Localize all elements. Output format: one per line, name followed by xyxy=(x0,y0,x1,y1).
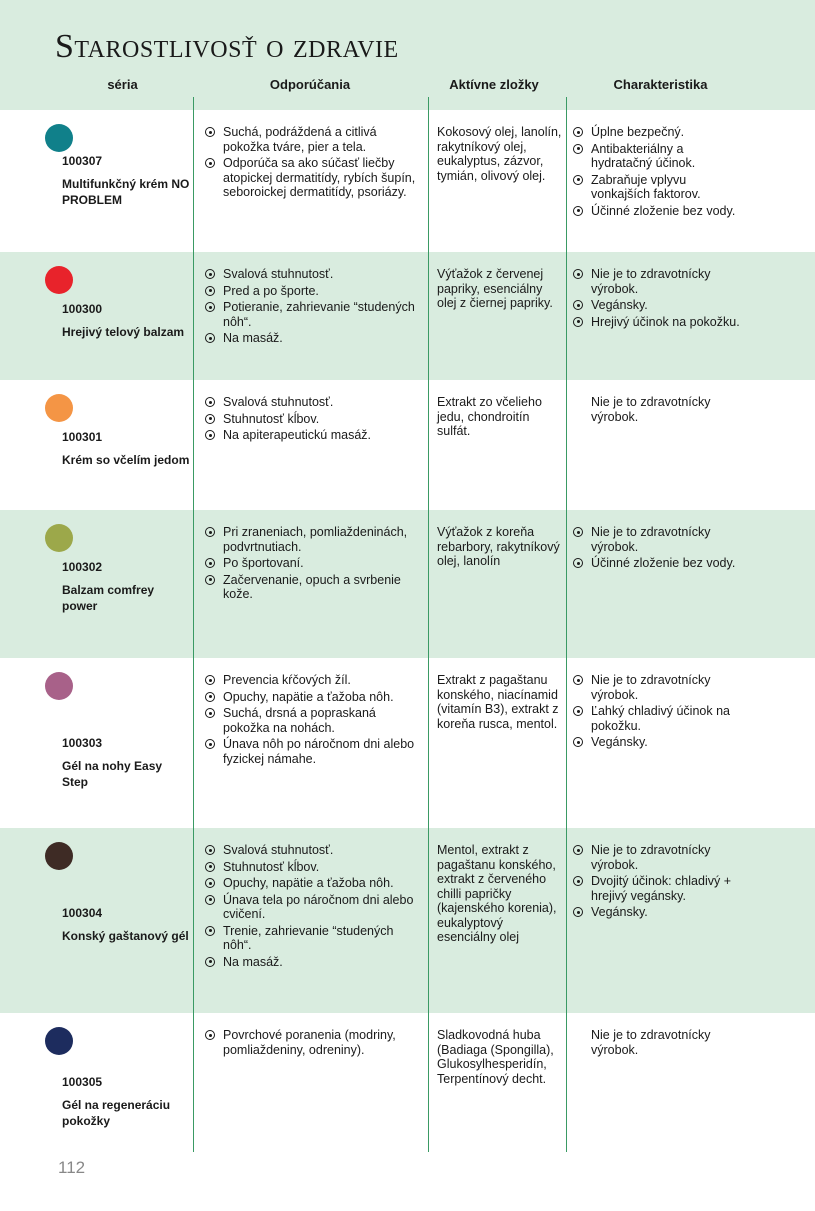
bullet-icon xyxy=(573,675,583,685)
product-name: Gél na regeneráciu pokožky xyxy=(62,1098,171,1128)
bullet-icon xyxy=(205,926,215,936)
characteristic-text: Vegánsky. xyxy=(591,298,648,312)
page-title: Starostlivosť o zdravie xyxy=(55,28,399,65)
recommendation-text: Po športovaní. xyxy=(223,556,304,570)
bullet-icon xyxy=(205,397,215,407)
recommendation-item xyxy=(205,955,420,970)
characteristic-item xyxy=(573,556,748,571)
recommendation-text: Povrchové poranenia (modriny, pomliaždeniny, odreniny). xyxy=(223,1028,396,1057)
characteristic-item xyxy=(573,704,748,733)
characteristic-text: Nie je to zdravotnícky výrobok. xyxy=(591,843,711,872)
recommendation-item xyxy=(205,843,420,858)
bullet-icon xyxy=(205,862,215,872)
bullet-icon xyxy=(573,206,583,216)
characteristic-text: Nie je to zdravotnícky výrobok. xyxy=(591,673,711,702)
recommendation-text: Únava tela po náročnom dni alebo cvičení. xyxy=(223,892,414,921)
recommendation-text: Začervenanie, opuch a svrbenie kože. xyxy=(223,572,401,601)
product-code: 100302 xyxy=(62,560,103,574)
bullet-icon xyxy=(205,845,215,855)
characteristic-item xyxy=(573,525,748,554)
bullet-icon xyxy=(205,302,215,312)
recommendation-text: Prevencia kŕčových žíl. xyxy=(223,673,351,687)
recommendation-item xyxy=(205,556,420,571)
recommendations-cell xyxy=(205,267,420,348)
recommendation-text: Únava nôh po náročnom dni alebo fyzickej námahe. xyxy=(223,737,415,766)
bullet-icon xyxy=(573,876,583,886)
characteristic-item xyxy=(573,315,748,330)
recommendations-cell xyxy=(205,843,420,971)
recommendation-text: Pred a po športe. xyxy=(223,283,319,298)
characteristic-text: Úplne bezpečný. xyxy=(591,125,685,139)
color-swatch xyxy=(45,124,73,152)
characteristic-text: Dvojitý účinok: chladivý + hrejivý vegánsky. xyxy=(591,874,731,903)
bullet-icon xyxy=(205,430,215,440)
characteristic-item xyxy=(573,267,748,296)
recommendation-text: Stuhnutosť kĺbov. xyxy=(223,411,320,426)
characteristic-item xyxy=(573,905,748,920)
product-code: 100305 xyxy=(62,1075,103,1089)
bullet-icon xyxy=(573,558,583,568)
ingredients-cell: Mentol, extrakt z pagaštanu konského, extrakt z červeného chilli papričky (kajenského korenia), eukalyptový esenciálny olej xyxy=(437,843,557,944)
bullet-icon xyxy=(573,269,583,279)
bullet-icon xyxy=(205,708,215,718)
recommendation-item xyxy=(205,924,420,953)
bullet-icon xyxy=(573,737,583,747)
column-header-ingredients: Aktívne zložky xyxy=(449,77,539,92)
bullet-icon xyxy=(573,527,583,537)
column-header-recommendations: Odporúčania xyxy=(269,77,351,92)
characteristics-cell xyxy=(573,843,748,922)
column-divider xyxy=(428,97,429,1152)
characteristic-text: Nie je to zdravotnícky výrobok. xyxy=(591,525,711,554)
characteristics-cell xyxy=(573,395,748,424)
recommendation-item xyxy=(205,300,420,329)
recommendation-item xyxy=(205,860,420,875)
bullet-icon xyxy=(573,907,583,917)
recommendations-cell xyxy=(205,125,420,202)
recommendation-item xyxy=(205,893,420,922)
characteristic-item xyxy=(573,673,748,702)
bullet-icon xyxy=(205,269,215,279)
bullet-icon xyxy=(205,878,215,888)
product-code: 100307 xyxy=(62,154,103,168)
bullet-icon xyxy=(205,1030,215,1040)
recommendation-item xyxy=(205,267,420,282)
bullet-icon xyxy=(205,575,215,585)
characteristics-cell xyxy=(573,525,748,573)
recommendation-item xyxy=(205,573,420,602)
bullet-icon xyxy=(573,175,583,185)
bullet-icon xyxy=(573,127,583,137)
bullet-icon xyxy=(573,144,583,154)
bullet-icon xyxy=(205,692,215,702)
ingredients-cell: Extrakt zo včelieho jedu, chondroitín sulfát. xyxy=(437,395,542,438)
ingredients-cell: Kokosový olej, lanolín, rakytníkový olej, eukalyptus, zázvor, tymián, olivový olej. xyxy=(437,125,562,183)
recommendation-text: Stuhnutosť kĺbov. xyxy=(223,859,320,874)
recommendation-text: Na masáž. xyxy=(223,954,283,969)
recommendation-item xyxy=(205,395,420,410)
characteristic-item xyxy=(573,173,748,202)
recommendations-cell xyxy=(205,673,420,768)
characteristic-item xyxy=(573,142,748,171)
column-divider xyxy=(566,97,567,1152)
recommendation-item xyxy=(205,428,420,443)
characteristics-cell xyxy=(573,267,748,331)
column-header-characteristics: Charakteristika xyxy=(613,77,708,92)
bullet-icon xyxy=(205,675,215,685)
recommendation-text: Suchá, podráždená a citlivá pokožka tváre, pier a tela. xyxy=(223,125,377,154)
characteristic-text: Nie je to zdravotnícky výrobok. xyxy=(591,395,711,424)
characteristic-item xyxy=(573,843,748,872)
characteristics-cell xyxy=(573,1028,748,1057)
ingredients-cell: Výťažok z červenej papriky, esenciálny olej z čiernej papriky. xyxy=(437,267,553,310)
characteristic-text: Vegánsky. xyxy=(591,905,648,919)
characteristic-item xyxy=(573,298,748,313)
characteristic-item xyxy=(573,204,748,219)
product-code: 100301 xyxy=(62,430,103,444)
product-name: Gél na nohy Easy Step xyxy=(62,759,163,789)
recommendation-text: Pri zraneniach, pomliaždeninách, podvrtnutiach. xyxy=(223,525,408,554)
recommendation-item xyxy=(205,525,420,554)
recommendation-item xyxy=(205,673,420,688)
ingredients-cell: Extrakt z pagaštanu konského, niacínamid (vitamín B3), extrakt z koreňa rusca, mentol. xyxy=(437,673,559,731)
characteristic-text: Ľahký chladivý účinok na pokožku. xyxy=(591,704,730,733)
color-swatch xyxy=(45,1027,73,1055)
recommendation-text: Svalová stuhnutosť. xyxy=(223,267,334,281)
bullet-icon xyxy=(205,414,215,424)
recommendation-item xyxy=(205,706,420,735)
characteristic-text: Nie je to zdravotnícky výrobok. xyxy=(591,1028,711,1057)
recommendation-item xyxy=(205,690,420,705)
recommendation-text: Svalová stuhnutosť. xyxy=(223,395,334,409)
product-code: 100303 xyxy=(62,736,103,750)
product-code: 100304 xyxy=(62,906,103,920)
recommendation-item xyxy=(205,876,420,891)
characteristic-item xyxy=(573,874,748,903)
product-name: Konský gaštanový gél xyxy=(62,929,189,943)
characteristic-text: Účinné zloženie bez vody. xyxy=(591,203,736,218)
recommendation-item xyxy=(205,737,420,766)
bullet-icon xyxy=(205,895,215,905)
characteristic-text: Zabraňuje vplyvu vonkajších faktorov. xyxy=(591,172,701,201)
characteristic-text: Nie je to zdravotnícky výrobok. xyxy=(591,267,711,296)
recommendation-item xyxy=(205,1028,420,1057)
bullet-icon xyxy=(205,957,215,967)
bullet-icon xyxy=(573,706,583,716)
recommendation-text: Opuchy, napätie a ťažoba nôh. xyxy=(223,876,394,890)
product-code: 100300 xyxy=(62,302,103,316)
recommendation-text: Suchá, drsná a popraskaná pokožka na nohách. xyxy=(223,706,376,735)
color-swatch xyxy=(45,672,73,700)
recommendation-item xyxy=(205,412,420,427)
page-number: 112 xyxy=(58,1158,86,1177)
bullet-icon xyxy=(205,286,215,296)
column-divider xyxy=(193,97,194,1152)
product-name: Hrejivý telový balzam xyxy=(62,325,185,339)
recommendations-cell xyxy=(205,395,420,445)
bullet-icon xyxy=(205,127,215,137)
characteristics-cell xyxy=(573,673,748,752)
bullet-icon xyxy=(205,333,215,343)
color-swatch xyxy=(45,266,73,294)
characteristic-item xyxy=(573,125,748,140)
recommendation-item xyxy=(205,331,420,346)
product-name: Multifunkčný krém NO PROBLEM xyxy=(62,177,190,207)
color-swatch xyxy=(45,394,73,422)
ingredients-cell: Výťažok z koreňa rebarbory, rakytníkový olej, lanolín xyxy=(437,525,560,568)
recommendation-item xyxy=(205,125,420,154)
characteristic-item xyxy=(573,735,748,750)
color-swatch xyxy=(45,524,73,552)
recommendation-text: Na masáž. xyxy=(223,331,283,345)
column-header-series: séria xyxy=(107,77,138,92)
bullet-icon xyxy=(573,317,583,327)
recommendation-text: Svalová stuhnutosť. xyxy=(223,843,334,857)
recommendations-cell xyxy=(205,1028,420,1059)
recommendation-text: Trenie, zahrievanie “studených nôh“. xyxy=(223,923,394,952)
bullet-icon xyxy=(205,739,215,749)
recommendations-cell xyxy=(205,525,420,604)
bullet-icon xyxy=(573,300,583,310)
recommendation-item xyxy=(205,284,420,299)
color-swatch xyxy=(45,842,73,870)
characteristics-cell xyxy=(573,125,748,220)
ingredients-cell: Sladkovodná huba (Badiaga (Spongilla), Glukosylhesperidín, Terpentínový decht. xyxy=(437,1028,554,1086)
bullet-icon xyxy=(573,845,583,855)
characteristic-text: Vegánsky. xyxy=(591,735,648,749)
bullet-icon xyxy=(205,527,215,537)
recommendation-text: Potieranie, zahrievanie “studených nôh“. xyxy=(223,300,415,329)
characteristic-text: Antibakteriálny a hydratačný účinok. xyxy=(591,141,696,170)
characteristic-text: Účinné zloženie bez vody. xyxy=(591,556,736,570)
recommendation-text: Opuchy, napätie a ťažoba nôh. xyxy=(223,689,394,704)
recommendation-text: Odporúča sa ako súčasť liečby atopickej dermatitídy, rybích šupín, seboroickej dermatitídy, psoriázy. xyxy=(223,156,416,199)
bullet-icon xyxy=(205,558,215,568)
product-name: Krém so včelím jedom xyxy=(62,453,190,467)
bullet-icon xyxy=(205,158,215,168)
recommendation-text: Na apiterapeutickú masáž. xyxy=(223,428,371,442)
recommendation-item xyxy=(205,156,420,200)
characteristic-text: Hrejivý účinok na pokožku. xyxy=(591,314,740,329)
product-name: Balzam comfrey power xyxy=(62,583,155,613)
